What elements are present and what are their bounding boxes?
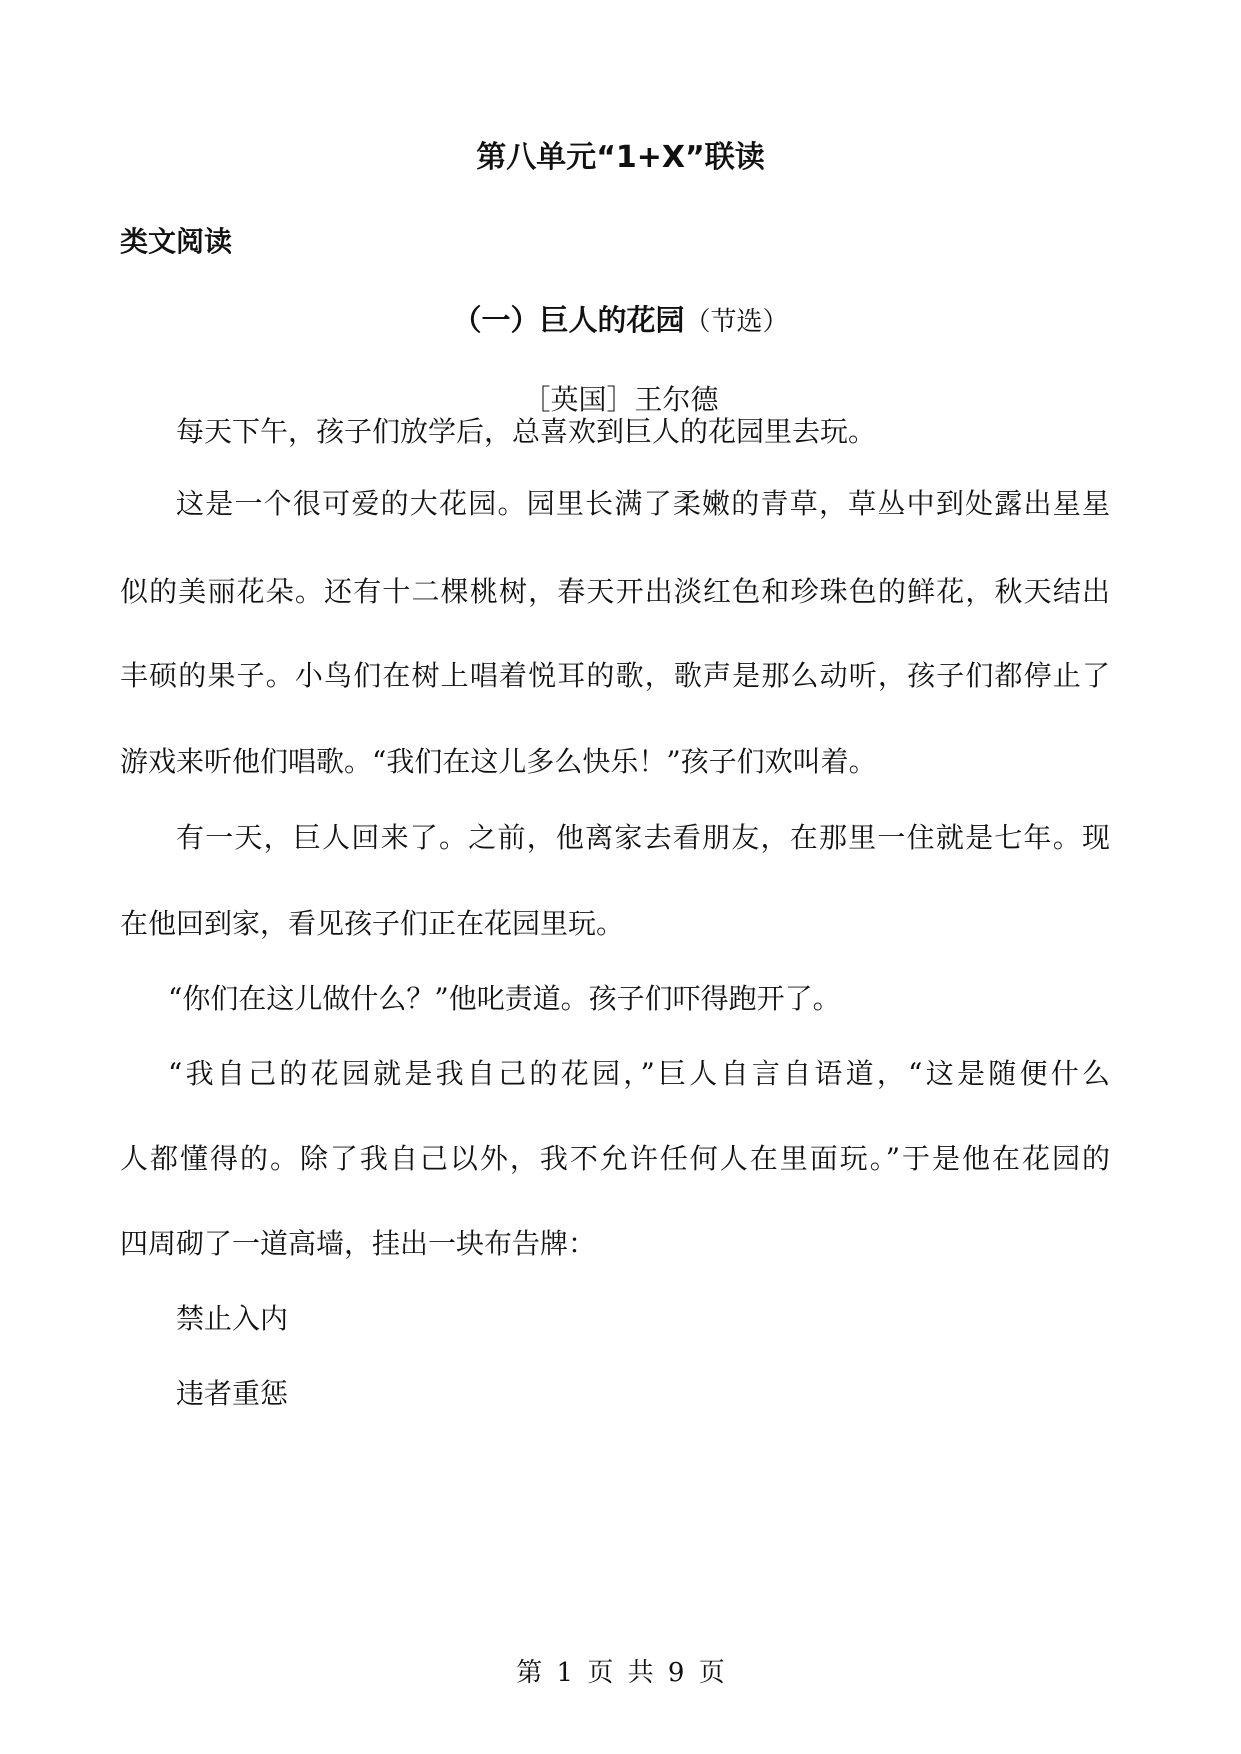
paragraph-5-line-1: “我自己的花园就是我自己的花园，”巨人自言自语道，“这是随便什么	[168, 1057, 1110, 1090]
paragraph-5-line-2: 人都懂得的。除了我自己以外，我不允许任何人在里面玩。”于是他在花园的	[120, 1142, 1110, 1175]
paragraph-3-line-2: 在他回到家，看见孩子们正在花园里玩。	[120, 907, 625, 940]
paragraph-2-line-4: 游戏来听他们唱歌。“我们在这儿多么快乐！”孩子们欢叫着。	[120, 745, 877, 778]
story-title-note: （节选）	[684, 307, 789, 337]
story-title-main: （一）巨人的花园	[452, 303, 685, 337]
paragraph-5-line-3: 四周砌了一道高墙，挂出一块布告牌：	[120, 1227, 597, 1260]
paragraph-1-line-1: 每天下午，孩子们放学后，总喜欢到巨人的花园里去玩。	[176, 415, 877, 448]
notice-line-1: 禁止入内	[176, 1302, 289, 1335]
paragraph-2-line-2: 似的美丽花朵。还有十二棵桃树，春天开出淡红色和珍珠色的鲜花，秋天结出	[120, 575, 1110, 608]
section-heading: 类文阅读	[120, 225, 233, 258]
paragraph-2-line-1: 这是一个很可爱的大花园。园里长满了柔嫩的青草，草丛中到处露出星星	[176, 487, 1110, 520]
paragraph-3-line-1: 有一天，巨人回来了。之前，他离家去看朋友，在那里一住就是七年。现	[176, 821, 1110, 854]
document-title: 第八单元“1+X”联读	[476, 140, 765, 175]
paragraph-2-line-3: 丰硕的果子。小鸟们在树上唱着悦耳的歌，歌声是那么动听，孩子们都停止了	[120, 659, 1110, 692]
paragraph-4-line-1: “你们在这儿做什么？”他叱责道。孩子们吓得跑开了。	[168, 982, 841, 1015]
page-footer: 第 1 页 共 9 页	[516, 1658, 725, 1688]
story-title	[0, 298, 1241, 339]
story-author: ［英国］王尔德	[522, 383, 719, 416]
notice-line-2: 违者重惩	[176, 1377, 289, 1410]
